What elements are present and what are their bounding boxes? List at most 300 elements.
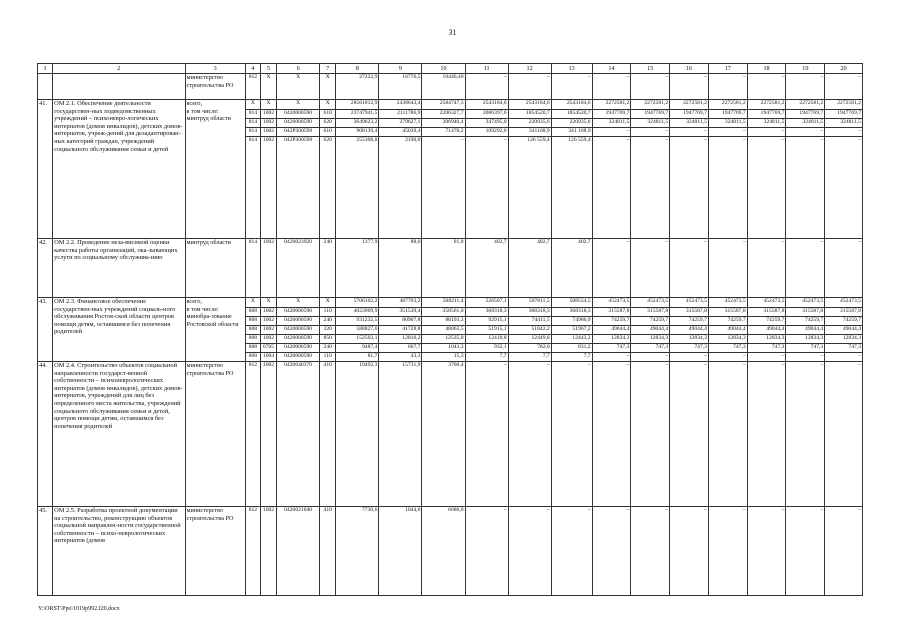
- amount-cell: 43,3: [379, 353, 422, 362]
- amount-cell: 782,0: [508, 344, 551, 353]
- amount-cell: 306940,4: [422, 119, 465, 128]
- target-article-code: 042Р300590: [277, 128, 320, 137]
- amount-cell: 2272581,2: [708, 100, 747, 110]
- amount-cell: 315587,8: [670, 308, 709, 317]
- amount-cell: –: [825, 353, 863, 362]
- amount-cell: 2543184,6: [551, 100, 592, 110]
- amount-cell: –: [465, 74, 508, 100]
- amount-cell: 12449,8: [508, 335, 551, 344]
- amount-cell: –: [747, 128, 786, 137]
- amount-cell: 74259,7: [825, 317, 863, 326]
- amount-cell: 49044,4: [670, 326, 709, 335]
- section-code: Х: [260, 298, 276, 308]
- grbs-code: 814: [245, 110, 260, 119]
- amount-cell: 6686,0: [422, 507, 465, 596]
- amount-cell: –: [747, 353, 786, 362]
- amount-cell: 1947769,7: [786, 110, 825, 119]
- section-code: 1002: [260, 137, 276, 239]
- amount-cell: –: [670, 353, 709, 362]
- amount-cell: 3760,4: [422, 362, 465, 507]
- grbs-code: Х: [245, 298, 260, 308]
- amount-cell: –: [786, 74, 825, 100]
- amount-cell: 7730,6: [336, 507, 379, 596]
- amount-cell: 324811,5: [825, 119, 863, 128]
- column-number: 8: [336, 64, 379, 74]
- amount-cell: 452473,5: [592, 298, 631, 308]
- amount-cell: –: [631, 353, 670, 362]
- row-number: 45.: [38, 507, 53, 596]
- amount-cell: 315587,8: [786, 308, 825, 317]
- column-number: 11: [465, 64, 508, 74]
- amount-cell: –: [708, 239, 747, 298]
- amount-cell: 51842,2: [508, 326, 551, 335]
- amount-cell: 2190,0: [379, 137, 422, 239]
- amount-cell: 324811,5: [708, 119, 747, 128]
- expense-type-code: Х: [320, 74, 336, 100]
- amount-cell: –: [670, 507, 709, 596]
- amount-cell: 19492,3: [336, 362, 379, 507]
- amount-cell: 324811,5: [786, 119, 825, 128]
- amount-cell: 508211,4: [422, 298, 465, 308]
- target-article-code: 0420000590: [277, 308, 320, 317]
- amount-cell: –: [592, 74, 631, 100]
- measure-name: ОМ 2.5. Разработка проектной документации на строительство, реконструкцию объектов социальной направлен-ности государственной собственности – психо-неврологических интернатов (домов: [53, 507, 185, 596]
- amount-cell: –: [825, 362, 863, 507]
- column-number: 4: [245, 64, 260, 74]
- amount-cell: 508554,5: [551, 298, 592, 308]
- amount-cell: –: [551, 507, 592, 596]
- expense-type-code: 620: [320, 137, 336, 239]
- expense-type-code: 240: [320, 344, 336, 353]
- expense-type-code: Х: [320, 298, 336, 308]
- amount-cell: 667,7: [379, 344, 422, 353]
- amount-cell: 12834,3: [670, 335, 709, 344]
- executor-label: министерство строительства РО: [186, 74, 234, 89]
- amount-cell: 51915,1: [465, 326, 508, 335]
- amount-cell: 49044,4: [708, 326, 747, 335]
- amount-cell: 526507,1: [465, 298, 508, 308]
- target-article-code: Х: [277, 74, 320, 100]
- amount-cell: 88193,3: [422, 317, 465, 326]
- amount-cell: 12834,3: [708, 335, 747, 344]
- amount-cell: 315587,8: [631, 308, 670, 317]
- table-row: [38, 298, 863, 308]
- amount-cell: 747,3: [592, 344, 631, 353]
- executor-label: минтруд области: [186, 239, 231, 246]
- amount-cell: –: [747, 507, 786, 596]
- table-row: [38, 100, 863, 110]
- measure-name: [53, 74, 185, 100]
- amount-cell: 1947769,7: [592, 110, 631, 119]
- amount-cell: –: [465, 137, 508, 239]
- executor-cell: [185, 362, 245, 507]
- column-number: 10: [422, 64, 465, 74]
- amount-cell: 81,7: [336, 353, 379, 362]
- amount-cell: –: [670, 74, 709, 100]
- section-code: 1002: [260, 110, 276, 119]
- column-number: 20: [825, 64, 863, 74]
- executor-cell: [185, 74, 245, 100]
- amount-cell: 48063,5: [422, 326, 465, 335]
- amount-cell: 2206327,7: [422, 110, 465, 119]
- amount-cell: 88,0: [379, 239, 422, 298]
- amount-cell: 1947769,7: [631, 110, 670, 119]
- amount-cell: –: [631, 507, 670, 596]
- section-code: 1002: [260, 308, 276, 317]
- amount-cell: 2272581,2: [825, 100, 863, 110]
- amount-cell: 71470,2: [422, 128, 465, 137]
- amount-cell: –: [592, 137, 631, 239]
- amount-cell: 2111786,9: [379, 110, 422, 119]
- grbs-code: 814: [245, 128, 260, 137]
- amount-cell: –: [670, 137, 709, 239]
- amount-cell: –: [708, 353, 747, 362]
- target-article-code: Х: [277, 298, 320, 308]
- expense-type-code: 850: [320, 335, 336, 344]
- amount-cell: –: [825, 74, 863, 100]
- target-article-code: 0420000590: [277, 110, 320, 119]
- row-number: 43.: [38, 298, 53, 362]
- amount-cell: 74259,7: [747, 317, 786, 326]
- amount-cell: 74259,7: [670, 317, 709, 326]
- amount-cell: 74259,7: [786, 317, 825, 326]
- amount-cell: 588827,6: [336, 326, 379, 335]
- executor-label: минтруд области: [186, 115, 231, 123]
- amount-cell: 452473,5: [747, 298, 786, 308]
- amount-cell: 747,3: [708, 344, 747, 353]
- amount-cell: 80907,8: [379, 317, 422, 326]
- amount-cell: 220935,6: [551, 119, 592, 128]
- amount-cell: 41728,8: [379, 326, 422, 335]
- amount-cell: 15,3: [422, 353, 465, 362]
- amount-cell: 5706102,2: [336, 298, 379, 308]
- grbs-code: 812: [245, 74, 260, 100]
- amount-cell: 402,7: [551, 239, 592, 298]
- amount-cell: 1854520,7: [551, 110, 592, 119]
- amount-cell: 452473,5: [786, 298, 825, 308]
- amount-cell: 9487,4: [336, 344, 379, 353]
- amount-cell: –: [465, 507, 508, 596]
- amount-cell: 452473,5: [631, 298, 670, 308]
- section-code: 1004: [260, 353, 276, 362]
- section-code: 0705: [260, 344, 276, 353]
- target-article-code: 0420021040: [277, 507, 320, 596]
- amount-cell: 507811,5: [508, 298, 551, 308]
- amount-cell: 92915,1: [465, 317, 508, 326]
- amount-cell: 7,7: [551, 353, 592, 362]
- target-article-code: 0420000590: [277, 335, 320, 344]
- target-article-code: 0420040370: [277, 362, 320, 507]
- amount-cell: –: [670, 362, 709, 507]
- grbs-code: 812: [245, 362, 260, 507]
- amount-cell: 2543184,6: [465, 100, 508, 110]
- amount-cell: –: [708, 137, 747, 239]
- section-code: 1002: [260, 128, 276, 137]
- target-article-code: 0420000590: [277, 344, 320, 353]
- amount-cell: 81,8: [422, 239, 465, 298]
- amount-cell: 126 559,4: [551, 137, 592, 239]
- amount-cell: 452473,5: [708, 298, 747, 308]
- expense-type-code: 610: [320, 110, 336, 119]
- amount-cell: 315587,8: [747, 308, 786, 317]
- amount-cell: 747,3: [670, 344, 709, 353]
- column-number: 1: [38, 64, 53, 74]
- amount-cell: –: [786, 362, 825, 507]
- amount-cell: 7,7: [465, 353, 508, 362]
- amount-cell: 1947769,7: [747, 110, 786, 119]
- amount-cell: 4023969,9: [336, 308, 379, 317]
- amount-cell: 1377,9: [336, 239, 379, 298]
- amount-cell: 2272581,2: [631, 100, 670, 110]
- row-number: 44.: [38, 362, 53, 507]
- executor-cell: [185, 100, 245, 239]
- expense-type-code: 610: [320, 128, 336, 137]
- grbs-code: 808: [245, 353, 260, 362]
- amount-cell: 15731,9: [379, 362, 422, 507]
- page-number: 31: [448, 28, 457, 37]
- amount-cell: 2272581,2: [592, 100, 631, 110]
- amount-cell: 12834,3: [592, 335, 631, 344]
- section-code: 1002: [260, 317, 276, 326]
- budget-table-wrapper: [37, 63, 863, 596]
- amount-cell: –: [825, 507, 863, 596]
- measure-name: ОМ 2.4. Строительство объектов социальной направленности государст-венной собственности – психоневрологических интернатов (домов инвалидов), детских домов-интернатов, учреждений для лиц без определенного места жительства, учреждений социального обслуживания семьи и детей, центров помощи детям, оставшимся без попечения родителей: [53, 362, 185, 507]
- executor-label: министерство строительства РО: [186, 362, 234, 377]
- amount-cell: 3649623,2: [336, 119, 379, 128]
- amount-cell: 152503,1: [336, 335, 379, 344]
- grbs-code: 808: [245, 344, 260, 353]
- amount-cell: –: [508, 362, 551, 507]
- amount-cell: 324811,5: [631, 119, 670, 128]
- amount-cell: –: [631, 362, 670, 507]
- amount-cell: 931232,5: [336, 317, 379, 326]
- amount-cell: 2543184,6: [508, 100, 551, 110]
- grbs-code: 808: [245, 326, 260, 335]
- target-article-code: 042Р300590: [277, 137, 320, 239]
- amount-cell: 908139,4: [336, 128, 379, 137]
- section-code: 1002: [260, 362, 276, 507]
- amount-cell: 109292,0: [465, 128, 508, 137]
- amount-cell: 12418,8: [465, 335, 508, 344]
- amount-cell: 126 559,4: [508, 137, 551, 239]
- amount-cell: 347495,0: [465, 119, 508, 128]
- amount-cell: 341 168,9: [551, 128, 592, 137]
- target-article-code: 0420000590: [277, 353, 320, 362]
- amount-cell: –: [592, 507, 631, 596]
- amount-cell: –: [592, 128, 631, 137]
- header-row: [38, 64, 863, 74]
- amount-cell: 12443,2: [551, 335, 592, 344]
- amount-cell: 220935,6: [508, 119, 551, 128]
- amount-cell: 12834,3: [786, 335, 825, 344]
- target-article-code: 0420023920: [277, 239, 320, 298]
- amount-cell: 351539,4: [379, 308, 422, 317]
- measure-name: ОМ 2.1. Обеспечение деятельности государствен-ных подведомственных учреждений – психоневро-логических интернатов (домов инвалидов), детских домов-интернатов, учреж-дений для дезадаптирован-ных категорий граждан, учреждений социального обслуживания семьи и детей: [53, 100, 185, 239]
- amount-cell: 2584747,3: [422, 100, 465, 110]
- column-number: 12: [508, 64, 551, 74]
- amount-cell: –: [747, 74, 786, 100]
- section-code: 1002: [260, 239, 276, 298]
- amount-cell: 49044,4: [747, 326, 786, 335]
- amount-cell: –: [631, 239, 670, 298]
- amount-cell: 341168,9: [508, 128, 551, 137]
- amount-cell: 1043,3: [422, 344, 465, 353]
- amount-cell: 49044,4: [592, 326, 631, 335]
- amount-cell: 10446,40: [422, 74, 465, 100]
- amount-cell: –: [508, 507, 551, 596]
- column-number: 5: [260, 64, 276, 74]
- amount-cell: –: [825, 137, 863, 239]
- amount-cell: 255308,8: [336, 137, 379, 239]
- amount-cell: –: [631, 137, 670, 239]
- amount-cell: 49044,4: [631, 326, 670, 335]
- grbs-code: 808: [245, 335, 260, 344]
- amount-cell: –: [465, 362, 508, 507]
- amount-cell: 74411,5: [508, 317, 551, 326]
- amount-cell: –: [786, 353, 825, 362]
- expense-type-code: 410: [320, 507, 336, 596]
- amount-cell: –: [631, 128, 670, 137]
- expense-type-code: 240: [320, 317, 336, 326]
- grbs-code: 814: [245, 239, 260, 298]
- amount-cell: 51967,2: [551, 326, 592, 335]
- amount-cell: 2272581,2: [786, 100, 825, 110]
- expense-type-code: 240: [320, 239, 336, 298]
- row-number: [38, 74, 53, 100]
- expense-type-code: 110: [320, 353, 336, 362]
- measure-name: ОМ 2.3. Финансовое обеспечение государствен-ных учреждений социаль-ного обслуживания Ростов-ской области центров помощи детям, оставшимся без попечения родителей: [53, 298, 185, 362]
- column-number: 3: [185, 64, 245, 74]
- amount-cell: 7,7: [508, 353, 551, 362]
- grbs-code: 812: [245, 507, 260, 596]
- expense-type-code: 320: [320, 326, 336, 335]
- footer-file-path: Y:\ORST\Ppo\1019p992.f20.docx: [38, 606, 120, 612]
- amount-cell: 1947769,7: [825, 110, 863, 119]
- amount-cell: 49044,4: [786, 326, 825, 335]
- amount-cell: 74259,7: [631, 317, 670, 326]
- amount-cell: 27222,9: [336, 74, 379, 100]
- amount-cell: 402,7: [508, 239, 551, 298]
- amount-cell: –: [747, 239, 786, 298]
- amount-cell: –: [786, 507, 825, 596]
- grbs-code: 808: [245, 317, 260, 326]
- amount-cell: 74259,7: [708, 317, 747, 326]
- target-article-code: 0420000590: [277, 119, 320, 128]
- amount-cell: 23747941,5: [336, 110, 379, 119]
- amount-cell: 16776,5: [379, 74, 422, 100]
- amount-cell: –: [708, 74, 747, 100]
- amount-cell: –: [786, 137, 825, 239]
- column-number: 2: [53, 64, 185, 74]
- target-article-code: 0420000590: [277, 317, 320, 326]
- row-number: 41.: [38, 100, 53, 239]
- amount-cell: –: [708, 128, 747, 137]
- amount-cell: 28561012,9: [336, 100, 379, 110]
- amount-cell: 2272581,2: [747, 100, 786, 110]
- grbs-code: Х: [245, 100, 260, 110]
- column-number: 9: [379, 64, 422, 74]
- amount-cell: 12834,3: [747, 335, 786, 344]
- amount-cell: 932,1: [465, 344, 508, 353]
- executor-cell: [185, 507, 245, 596]
- amount-cell: 324811,5: [670, 119, 709, 128]
- amount-cell: 368318,3: [465, 308, 508, 317]
- expense-type-code: Х: [320, 100, 336, 110]
- table-row: [38, 362, 863, 507]
- amount-cell: –: [508, 74, 551, 100]
- table-row: [38, 507, 863, 596]
- amount-cell: 12535,0: [422, 335, 465, 344]
- column-number: 18: [747, 64, 786, 74]
- amount-cell: 1947769,7: [670, 110, 709, 119]
- amount-cell: 368318,3: [508, 308, 551, 317]
- grbs-code: 814: [245, 119, 260, 128]
- amount-cell: –: [551, 362, 592, 507]
- column-number: 13: [551, 64, 592, 74]
- amount-cell: 324811,5: [592, 119, 631, 128]
- amount-cell: 12816,2: [379, 335, 422, 344]
- row-number: 42.: [38, 239, 53, 298]
- section-code: Х: [260, 74, 276, 100]
- amount-cell: 49044,4: [825, 326, 863, 335]
- amount-cell: 358561,0: [422, 308, 465, 317]
- column-number: 17: [708, 64, 747, 74]
- amount-cell: –: [631, 74, 670, 100]
- amount-cell: –: [708, 362, 747, 507]
- amount-cell: 12834,3: [825, 335, 863, 344]
- amount-cell: 747,3: [747, 344, 786, 353]
- amount-cell: 452473,5: [825, 298, 863, 308]
- amount-cell: –: [825, 239, 863, 298]
- amount-cell: 324811,5: [747, 119, 786, 128]
- expense-type-code: 110: [320, 308, 336, 317]
- executor-label: всего,: [186, 298, 203, 305]
- amount-cell: 368318,3: [551, 308, 592, 317]
- amount-cell: –: [422, 137, 465, 239]
- amount-cell: –: [747, 362, 786, 507]
- column-number: 19: [786, 64, 825, 74]
- amount-cell: –: [708, 507, 747, 596]
- amount-cell: 1854520,7: [508, 110, 551, 119]
- table-row: [38, 74, 863, 100]
- amount-cell: –: [592, 239, 631, 298]
- executor-label: минобра-зование Ростовской области: [186, 313, 239, 328]
- amount-cell: 315587,8: [825, 308, 863, 317]
- expense-type-code: 410: [320, 362, 336, 507]
- target-article-code: 0420000590: [277, 326, 320, 335]
- amount-cell: 1947769,7: [708, 110, 747, 119]
- amount-cell: 2086397,6: [465, 110, 508, 119]
- amount-cell: 831,2: [551, 344, 592, 353]
- amount-cell: 2438643,4: [379, 100, 422, 110]
- section-code: 1002: [260, 326, 276, 335]
- amount-cell: 747,3: [786, 344, 825, 353]
- section-code: Х: [260, 100, 276, 110]
- amount-cell: –: [825, 128, 863, 137]
- amount-cell: –: [670, 128, 709, 137]
- column-number: 6: [277, 64, 320, 74]
- measure-name: ОМ 2.2. Проведение неза-висимой оценки качества работы организаций, ока-зывающих услуги по социальному обслужива-нию: [53, 239, 185, 298]
- amount-cell: 1044,6: [379, 507, 422, 596]
- amount-cell: 315587,8: [592, 308, 631, 317]
- executor-label: министерство строительства РО: [186, 507, 234, 522]
- section-code: 1002: [260, 335, 276, 344]
- amount-cell: 315587,8: [708, 308, 747, 317]
- amount-cell: –: [592, 353, 631, 362]
- amount-cell: 487703,2: [379, 298, 422, 308]
- amount-cell: 402,7: [465, 239, 508, 298]
- budget-table: [37, 63, 863, 596]
